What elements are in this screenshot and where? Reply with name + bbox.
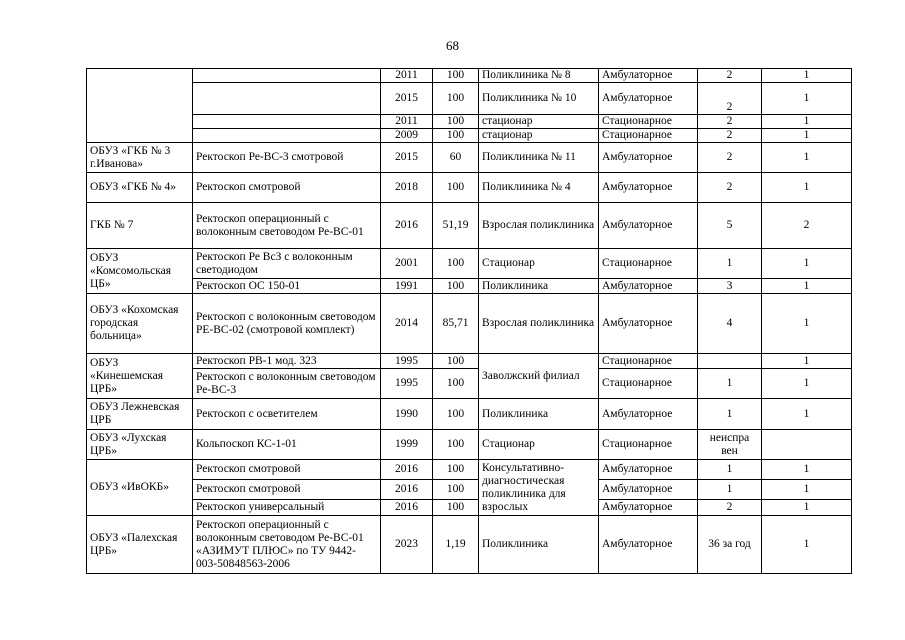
device-cell: Ректоскоп универсальный — [193, 500, 381, 516]
count-cell: 2 — [698, 500, 762, 516]
table-row — [87, 294, 852, 354]
count-cell: 1 — [762, 294, 852, 354]
wear-cell: 100 — [433, 129, 479, 143]
count-cell: 1 — [698, 399, 762, 430]
year-cell: 2023 — [381, 516, 433, 574]
org-cell: ОБУЗ «Кохомская городская больница» — [87, 294, 193, 354]
type-cell: Амбулаторное — [599, 516, 698, 574]
count-cell: 1 — [762, 480, 852, 500]
wear-cell: 1,19 — [433, 516, 479, 574]
wear-cell: 100 — [433, 173, 479, 203]
dept-cell: Взрослая поликлиника — [479, 203, 599, 249]
device-cell: Ректоскоп операционный с волоконным световодом Ре-ВС-01 — [193, 203, 381, 249]
type-cell: Амбулаторное — [599, 500, 698, 516]
device-cell: Ректоскоп смотровой — [193, 480, 381, 500]
table-row — [87, 115, 852, 129]
wear-cell: 100 — [433, 115, 479, 129]
wear-cell: 100 — [433, 480, 479, 500]
wear-cell: 100 — [433, 249, 479, 279]
year-cell: 2014 — [381, 294, 433, 354]
type-cell: Стационарное — [599, 129, 698, 143]
device-cell — [193, 83, 381, 115]
wear-cell: 85,71 — [433, 294, 479, 354]
org-cell: ОБУЗ «Кинешемская ЦРБ» — [87, 354, 193, 399]
table-row — [87, 249, 852, 279]
count-cell: 1 — [762, 369, 852, 399]
device-cell — [193, 69, 381, 83]
year-cell: 2011 — [381, 115, 433, 129]
count-cell: 1 — [698, 460, 762, 480]
count-cell: 1 — [762, 173, 852, 203]
wear-cell: 100 — [433, 83, 479, 115]
type-cell: Амбулаторное — [599, 294, 698, 354]
year-cell: 2015 — [381, 143, 433, 173]
device-cell — [193, 115, 381, 129]
org-cell: ОБУЗ «Лухская ЦРБ» — [87, 430, 193, 460]
wear-cell: 100 — [433, 279, 479, 294]
device-cell: Ректоскоп Ре ВсЗ с волоконным светодиодом — [193, 249, 381, 279]
count-cell: 1 — [698, 480, 762, 500]
type-cell: Стационарное — [599, 249, 698, 279]
count-cell: 36 за год — [698, 516, 762, 574]
count-cell: 2 — [698, 69, 762, 83]
equipment-table — [86, 68, 852, 574]
count-cell: 1 — [698, 249, 762, 279]
wear-cell: 100 — [433, 354, 479, 369]
org-cell: ГКБ № 7 — [87, 203, 193, 249]
table-row — [87, 203, 852, 249]
dept-cell: стационар — [479, 129, 599, 143]
table-row — [87, 516, 852, 574]
type-cell: Амбулаторное — [599, 460, 698, 480]
year-cell: 1991 — [381, 279, 433, 294]
type-cell: Амбулаторное — [599, 143, 698, 173]
org-cell: ОБУЗ «Палехская ЦРБ» — [87, 516, 193, 574]
count-cell: 1 — [762, 115, 852, 129]
table-row — [87, 69, 852, 83]
count-cell: 1 — [762, 69, 852, 83]
device-cell: Ректоскоп с осветителем — [193, 399, 381, 430]
type-cell: Стационарное — [599, 430, 698, 460]
count-cell: 1 — [762, 460, 852, 480]
type-cell: Амбулаторное — [599, 173, 698, 203]
org-cell: ОБУЗ «ГКБ № 4» — [87, 173, 193, 203]
wear-cell: 100 — [433, 369, 479, 399]
table-row — [87, 500, 852, 516]
year-cell: 2011 — [381, 69, 433, 83]
count-cell: 1 — [698, 369, 762, 399]
dept-cell: Заволжский филиал — [479, 354, 599, 399]
count-cell: 2 — [698, 143, 762, 173]
table-row — [87, 173, 852, 203]
dept-cell: Стационар — [479, 249, 599, 279]
year-cell: 1995 — [381, 354, 433, 369]
dept-cell: Поликлиника — [479, 399, 599, 430]
type-cell: Амбулаторное — [599, 480, 698, 500]
count-cell: 2 — [762, 203, 852, 249]
table-row — [87, 399, 852, 430]
count-cell: 1 — [762, 129, 852, 143]
wear-cell: 51,19 — [433, 203, 479, 249]
wear-cell: 60 — [433, 143, 479, 173]
count-cell: 1 — [762, 354, 852, 369]
year-cell: 2001 — [381, 249, 433, 279]
type-cell: Амбулаторное — [599, 83, 698, 115]
count-cell: 3 — [698, 279, 762, 294]
table-row — [87, 143, 852, 173]
year-cell: 2009 — [381, 129, 433, 143]
count-cell: 5 — [698, 203, 762, 249]
table-row — [87, 369, 852, 399]
dept-cell: стационар — [479, 115, 599, 129]
count-cell: 2 — [698, 115, 762, 129]
type-cell: Амбулаторное — [599, 69, 698, 83]
count-cell: 1 — [762, 516, 852, 574]
dept-cell: Поликлиника — [479, 516, 599, 574]
table-row — [87, 480, 852, 500]
count-cell: 2 — [698, 83, 762, 115]
wear-cell: 100 — [433, 500, 479, 516]
table-row — [87, 279, 852, 294]
dept-cell: Поликлиника № 11 — [479, 143, 599, 173]
org-cell: ОБУЗ Лежневская ЦРБ — [87, 399, 193, 430]
device-cell: Ректоскоп Ре-ВС-3 смотровой — [193, 143, 381, 173]
year-cell: 2018 — [381, 173, 433, 203]
type-cell: Амбулаторное — [599, 399, 698, 430]
year-cell: 2016 — [381, 500, 433, 516]
year-cell: 1995 — [381, 369, 433, 399]
year-cell: 2016 — [381, 203, 433, 249]
wear-cell: 100 — [433, 69, 479, 83]
org-cell: ОБУЗ «ИвОКБ» — [87, 460, 193, 516]
type-cell: Стационарное — [599, 115, 698, 129]
table-row — [87, 129, 852, 143]
org-cell: ОБУЗ «Комсомольская ЦБ» — [87, 249, 193, 294]
wear-cell: 100 — [433, 460, 479, 480]
count-cell: неиспра вен — [698, 430, 762, 460]
device-cell: Ректоскоп ОС 150-01 — [193, 279, 381, 294]
year-cell: 2016 — [381, 460, 433, 480]
table-row — [87, 354, 852, 369]
device-cell: Ректоскоп смотровой — [193, 460, 381, 480]
count-cell: 4 — [698, 294, 762, 354]
count-cell — [762, 430, 852, 460]
device-cell: Кольпоскоп КС-1-01 — [193, 430, 381, 460]
count-cell: 1 — [762, 399, 852, 430]
device-cell: Ректоскоп операционный с волоконным световодом Ре-ВС-01 «АЗИМУТ ПЛЮС» по ТУ 9442-003-50848563-2006 — [193, 516, 381, 574]
year-cell: 1990 — [381, 399, 433, 430]
type-cell: Стационарное — [599, 369, 698, 399]
wear-cell: 100 — [433, 399, 479, 430]
count-cell: 2 — [698, 129, 762, 143]
count-cell: 1 — [762, 83, 852, 115]
device-cell: Ректоскоп РВ-1 мод. 323 — [193, 354, 381, 369]
device-cell: Ректоскоп с волоконным световодом Ре-ВС-3 — [193, 369, 381, 399]
dept-cell: Консультативно-диагностическая поликлиника для взрослых — [479, 460, 599, 516]
year-cell: 1999 — [381, 430, 433, 460]
count-cell: 1 — [762, 279, 852, 294]
count-cell — [698, 354, 762, 369]
org-cell: ОБУЗ «ГКБ № 3 г.Иванова» — [87, 143, 193, 173]
org-cell — [87, 69, 193, 143]
dept-cell: Поликлиника № 8 — [479, 69, 599, 83]
count-cell: 1 — [762, 143, 852, 173]
table-row — [87, 460, 852, 480]
count-cell: 1 — [762, 249, 852, 279]
year-cell: 2015 — [381, 83, 433, 115]
table-row — [87, 430, 852, 460]
type-cell: Амбулаторное — [599, 279, 698, 294]
dept-cell: Поликлиника № 10 — [479, 83, 599, 115]
device-cell — [193, 129, 381, 143]
device-cell: Ректоскоп смотровой — [193, 173, 381, 203]
count-cell: 1 — [762, 500, 852, 516]
type-cell: Амбулаторное — [599, 203, 698, 249]
table-row — [87, 83, 852, 115]
dept-cell: Взрослая поликлиника — [479, 294, 599, 354]
device-cell: Ректоскоп с волоконным световодом РЕ-ВС-02 (смотровой комплект) — [193, 294, 381, 354]
wear-cell: 100 — [433, 430, 479, 460]
dept-cell: Поликлиника — [479, 279, 599, 294]
year-cell: 2016 — [381, 480, 433, 500]
dept-cell: Стационар — [479, 430, 599, 460]
dept-cell: Поликлиника № 4 — [479, 173, 599, 203]
type-cell: Стационарное — [599, 354, 698, 369]
count-cell: 2 — [698, 173, 762, 203]
page-number: 68 — [446, 38, 459, 53]
